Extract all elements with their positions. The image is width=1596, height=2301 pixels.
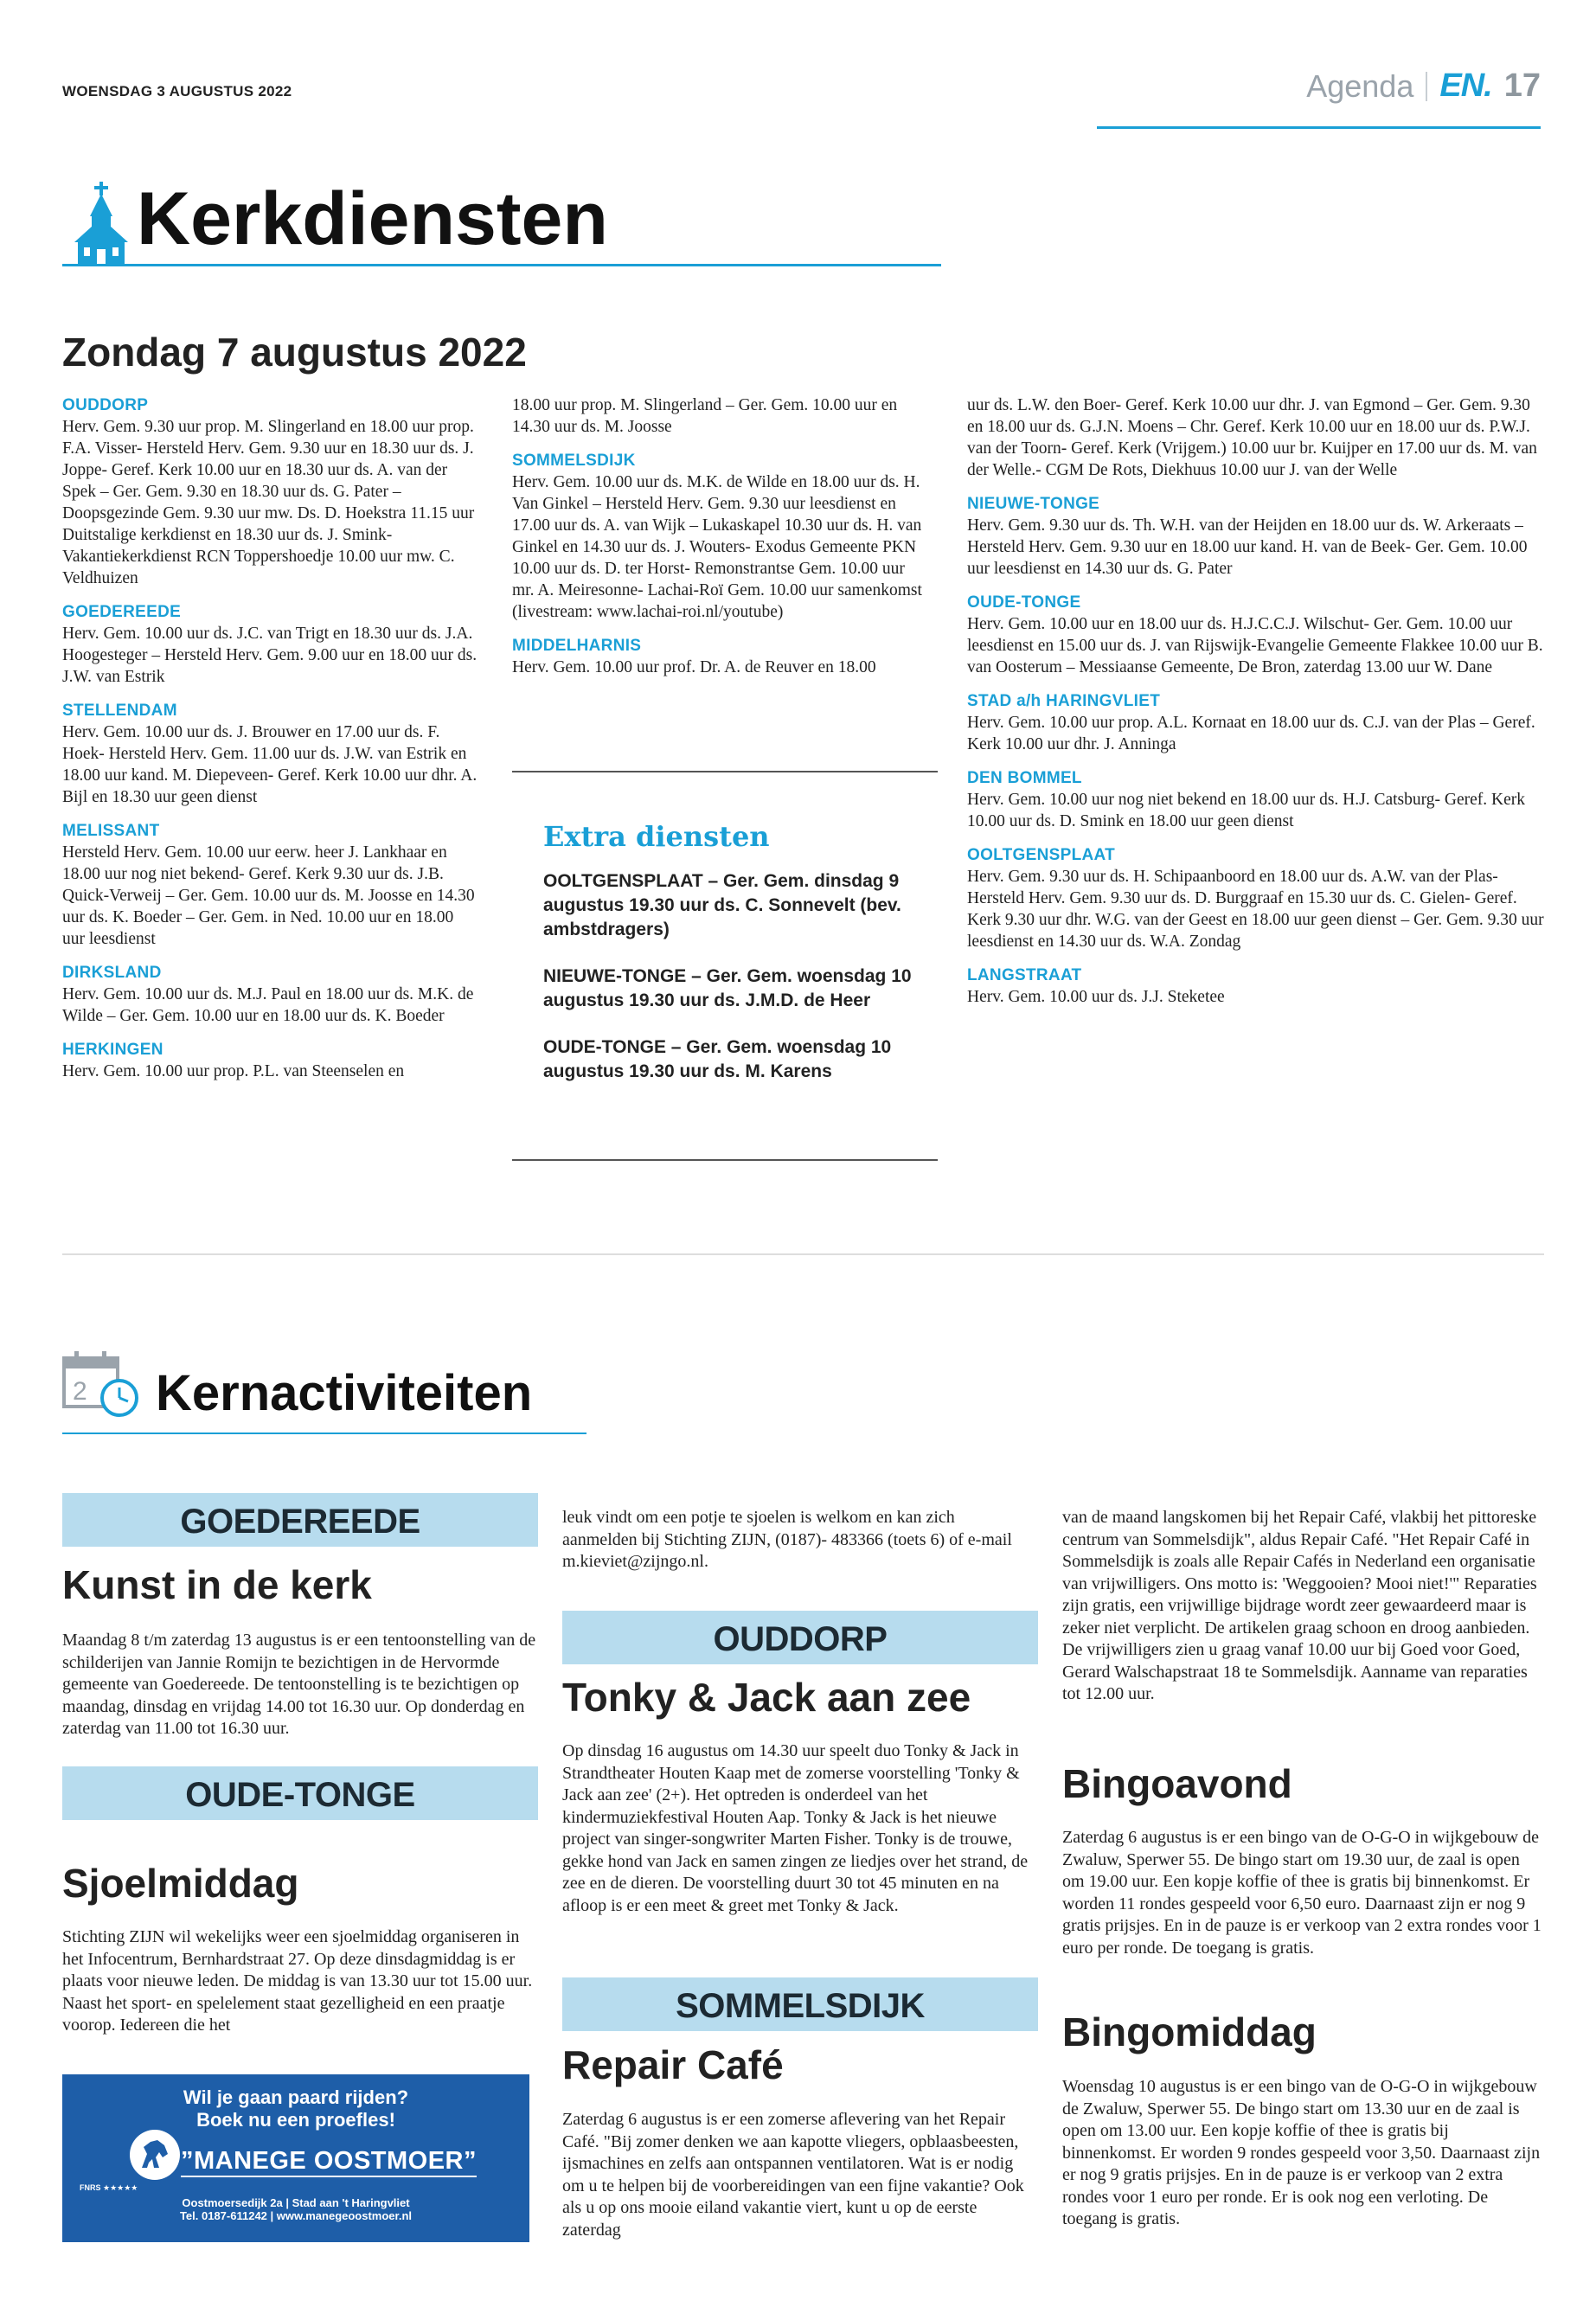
place-name: OOLTGENSPLAAT [967,846,1116,864]
title-rule [62,264,941,266]
extra-service: NIEUWE-TONGE – Ger. Gem. woensdag 10 augustus 19.30 uur ds. J.M.D. de Heer [543,966,912,1010]
service-entry [62,962,478,1027]
calendar-clock-icon [62,1351,142,1423]
svg-text:2: 2 [73,1377,87,1406]
article-heading: Sjoelmiddag [62,1861,299,1906]
service-entry [967,690,1545,755]
service-entry [62,820,478,950]
kerkdiensten-title: Kerkdiensten [137,177,608,260]
place-name: STELLENDAM [62,702,177,720]
manege-advert[interactable] [62,2074,529,2242]
service-text: Herv. Gem. 10.00 uur en 18.00 uur ds. H.J.C.C.J. Wilschut- Ger. Gem. 10.00 uur leesdienst en 15.00 uur ds. J. van Rijswijk-Evangelie Gemeente Flakkee 10.00 uur B. van Oosterum – Messiaanse Gemeente, De Bron, zaterdag 13.00 uur W. Dane [967,615,1543,676]
article-text: Woensdag 10 augustus is er een bingo van de O-G-O in wijkgebouw de Zwaluw, Sperwer 55. De bingo start om 13.30 uur en de zaal is open om 13.00 uur. Een kopje koffie of thee is gratis bij binnenkomst. Er worden 9 rondes gespeeld voor 3,50. Daarnaast zijn er nog 9 gratis prijsjes. En in de pauze is er verkoop van 2 extra rondes voor 1 euro per ronde. Er is ook nog een verloting. De toegang is gratis. [1062,2077,1541,2228]
church-icon [73,182,130,269]
ad-brand: ”MANEGE OOSTMOER” [181,2147,477,2177]
service-text: Herv. Gem. 10.00 uur nog niet bekend en 18.00 uur ds. H.J. Catsburg- Geref. Kerk 10.00 uur ds. D. Smink en 18.00 uur geen dienst [967,791,1525,830]
service-text: Herv. Gem. 10.00 uur ds. J.J. Steketee [967,988,1225,1006]
extra-box-bottom-rule [512,1159,938,1161]
place-name: HERKINGEN [62,1041,163,1059]
service-date: Zondag 7 augustus 2022 [62,330,527,375]
service-entry [967,592,1545,678]
en-logo: EN. [1439,67,1492,104]
article-text: Zaterdag 6 augustus is er een zomerse aflevering van het Repair Café. "Bij zomer denken we aan kapotte vliegers, opblaasbeesten, ijsmachines en zelfs aan ontspannen ventilatoren. Wat is er nodig om u te helpen bij de voorbereidingen van een fijne vakantie? Ook als u op ons mooie eiland vakantie viert, kunt u op de eerste zaterdag [562,2110,1024,2240]
ad-line-1: Wil je gaan paard rijden? [183,2086,409,2108]
service-entry [62,700,478,808]
service-text: Herv. Gem. 9.30 uur ds. Th. W.H. van der Heijden en 18.00 uur ds. W. Arkeraats – Hersteld Herv. Gem. 9.30 uur en 18.00 uur kand. H. van de Beek- Ger. Gem. 10.00 uur leesdienst en 14.30 uur ds. G. Pater [967,516,1528,578]
place-name: STAD a/h HARINGVLIET [967,692,1161,710]
service-text: Herv. Gem. 9.30 uur ds. H. Schipaanboord en 18.00 uur ds. A.W. van der Plas- Hersteld Herv. Gem. 9.30 uur ds. D. Burggraaf en 15.30 uur ds. C. Gielen- Geref. Kerk 9.30 uur dhr. W.G. van der Geest en 18.00 uur geen dienst – Ger. Gem. 9.30 uur leesdienst en 14.30 uur ds. W.A. Zondag [967,868,1544,951]
service-entry [967,767,1545,832]
place-name: DEN BOMMEL [967,769,1082,787]
service-text: Herv. Gem. 10.00 uur ds. J.C. van Trigt en 18.30 uur ds. J.A. Hoogesteger – Hersteld Herv. Gem. 9.00 uur en 18.00 uur ds. J.W. van Estrik [62,625,478,686]
article-text: Maandag 8 t/m zaterdag 13 augustus is er een tentoonstelling van de schilderijen van Jannie Romijn te bezichtigen in de Hervormde gemeente van Goedereede. De tentoonstelling is te bezichtigen op maandag, dinsdag en vrijdag 14.00 tot 16.30 uur. Op donderdag en zaterdag van 11.00 tot 16.30 uur. [62,1631,536,1738]
place-name: LANGSTRAAT [967,966,1082,984]
service-entry [62,1039,478,1082]
page-header [1306,67,1541,105]
article-text: van de maand langskomen bij het Repair Café, vlakbij het pittoreske centrum van Sommelsdijk", aldus Repair Café. "Het Repair Café in Sommelsdijk is zoals alle Repair Cafés in Nederland een organisatie van vrijwilligers. Ons motto is: 'Weggooien? Mooi niet!'" Reparaties zijn gratis, een vrijwillige bijdrage wordt zeer gewaardeerd maar is zeker niet verplicht. De artikelen graag schoon en droog aanbieden. De vrijwilligers zien u graag vanaf 10.00 uur bij Goed voor Goed, Gerard Walschapstraat 18 te Sommelsdijk. Aanname van reparaties tot 12.00 uur. [1062,1508,1537,1703]
ad-line-2: Boek nu een proefles! [196,2109,395,2131]
extra-service: OUDE-TONGE – Ger. Gem. woensdag 10 augustus 19.30 uur ds. M. Karens [543,1037,892,1081]
article-heading: Bingomiddag [1062,2009,1317,2054]
section-divider [62,1253,1544,1255]
issue-date: WOENSDAG 3 AUGUSTUS 2022 [62,83,292,99]
ad-address: Oostmoersedijk 2a | Stad aan 't Haringvliet [182,2196,410,2209]
extra-diensten-title: Extra diensten [543,820,770,853]
service-text: Herv. Gem. 9.30 uur prop. M. Slingerland en 18.00 uur prop. F.A. Visser- Hersteld Herv. Gem. 9.30 uur en 18.30 uur ds. J. Joppe- Geref. Kerk 10.00 uur en 18.30 uur ds. A. van der Spek – Ger. Gem. 9.30 en 18.30 uur ds. G. Pater – Doopsgezinde Gem. 9.30 uur mw. Ds. D. Hoekstra 11.15 uur Duitstalige kerkdienst en 18.30 uur ds. J. Smink- Vakantiekerkdienst RCN Toppershoedje 10.00 uur mw. C. Veldhuizen [62,418,475,587]
service-text: Herv. Gem. 10.00 uur prop. A.L. Kornaat en 18.00 uur ds. C.J. van der Plas – Geref. Kerk 10.00 uur dhr. J. Anninga [967,714,1535,753]
service-entry [62,394,478,589]
services-column-2 [512,394,927,690]
article-heading: Repair Café [562,2042,784,2087]
service-text: Herv. Gem. 10.00 uur prop. P.L. van Steenselen en [62,1062,405,1080]
article-text: Zaterdag 6 augustus is er een bingo van de O-G-O in wijkgebouw de Zwaluw, Sperwer 55. De bingo start om 19.30 uur, de zaal is open om 19.00 uur. Een kopje koffie of thee is gratis bij binnenkomst. Er worden 11 rondes gespeeld voor 6,50 euro. Daarnaast zijn er nog 9 gratis prijsjes. En in de pauze is er verkoop van 2 extra rondes voor 1 euro per ronde. De toegang is gratis. [1062,1828,1542,1958]
extra-service: OOLTGENSPLAAT – Ger. Gem. dinsdag 9 augustus 19.30 uur ds. C. Sonnevelt (bev. ambstdragers) [543,871,901,939]
article-heading: Bingoavond [1062,1761,1292,1806]
kernactiviteiten-title: Kernactiviteiten [156,1365,533,1421]
place-name: SOMMELSDIJK [512,452,636,470]
extra-diensten-list [543,869,924,1106]
ad-fnrs: FNRS ★★★★★ [80,2183,138,2192]
service-entry [512,635,927,678]
service-text: Herv. Gem. 10.00 uur ds. M.J. Paul en 18.00 uur ds. M.K. de Wilde – Ger. Gem. 10.00 uur en 18.00 uur ds. K. Boeder [62,985,474,1025]
service-text: Hersteld Herv. Gem. 10.00 uur eerw. heer J. Lankhaar en 18.00 uur nog niet bekend- Geref. Kerk 9.30 uur ds. J.B. Quick-Verweij – Ger. Gem. 10.00 uur ds. M. Joosse en 14.30 uur ds. K. Boeder – Ger. Gem. in Ned. 10.00 uur en 18.00 uur leesdienst [62,843,475,948]
article-heading: Tonky & Jack aan zee [562,1675,971,1720]
service-entry [512,450,927,623]
header-rule [1097,126,1541,129]
banner-oude-tonge: OUDE-TONGE [62,1766,538,1820]
title-rule [62,1433,586,1434]
banner-ouddorp: OUDDORP [562,1611,1038,1664]
place-name: OUDDORP [62,396,149,414]
service-text: Herv. Gem. 10.00 uur ds. M.K. de Wilde en 18.00 uur ds. H. Van Ginkel – Hersteld Herv. Gem. 9.30 uur leesdienst en 17.00 uur ds. A. van Wijk – Lukaskapel 10.30 uur ds. H. van Ginkel en 14.30 uur ds. J. Wouters- Exodus Gemeente PKN 10.00 uur ds. D. ter Horst- Remonstrantse Gem. 10.00 uur mr. A. Meiresonne- Lachai-Roï Gem. 10.00 uur samenkomst (livestream: www.lachai-roi.nl/youtube) [512,473,922,621]
service-text: 18.00 uur prop. M. Slingerland – Ger. Gem. 10.00 uur en 14.30 uur ds. M. Joosse [512,396,898,436]
horse-icon [128,2128,182,2186]
place-name: OUDE-TONGE [967,593,1081,612]
place-name: MIDDELHARNIS [512,637,642,655]
service-text: uur ds. L.W. den Boer- Geref. Kerk 10.00 uur dhr. J. van Egmond – Ger. Gem. 9.30 en 18.00 uur ds. G.J.N. Moens – Chr. Geref. Kerk 10.00 uur en 18.00 uur ds. P.W.J. van der Toorn- Geref. Kerk (Vrijgem.) 10.00 uur br. Kuijper en 17.00 uur ds. M. van der Welle.- CGM De Rots, Diekhuus 10.00 uur J. van der Welle [967,396,1537,479]
service-entry [967,493,1545,580]
article-heading: Kunst in de kerk [62,1562,372,1607]
service-text: Herv. Gem. 10.00 uur prof. Dr. A. de Reuver en 18.00 [512,658,876,676]
service-entry [62,601,478,688]
ad-contact: Tel. 0187-611242 | www.manegeoostmoer.nl [179,2209,413,2222]
place-name: NIEUWE-TONGE [967,495,1100,513]
page-number: 17 [1503,67,1541,104]
place-name: DIRKSLAND [62,964,162,982]
services-column-1 [62,394,478,1094]
article-text: Stichting ZIJN wil wekelijks weer een sjoelmiddag organiseren in het Infocentrum, Bernhardstraat 27. Op deze dinsdagmiddag is er plaats voor nieuwe leden. De middag is van 13.30 uur tot 15.00 uur. Naast het sport- en spelelement staat gezelligheid en een praatje voorop. Iedereen die het [62,1927,533,2035]
banner-sommelsdijk: SOMMELSDIJK [562,1977,1038,2031]
article-text: leuk vindt om een potje te sjoelen is welkom en kan zich aanmelden bij Stichting ZIJN, (0187)- 483366 (toets 6) of e-mail m.kieviet@zijngo.nl. [562,1508,1012,1571]
section-name: Agenda [1306,67,1414,104]
extra-box-top-rule [512,771,938,772]
article-text: Op dinsdag 16 augustus om 14.30 uur speelt duo Tonky & Jack in Strandtheater Houten Kaap met de zomerse voorstelling 'Tonky & Jack aan zee' (2+). Het optreden is onderdeel van het kindermuziekfestival Houten Aap. Tonky & Jack is het nieuwe project van singer-songwriter Marten Fisher. Tonky is de trouwe, gekke hond van Jack en samen zingen ze liedjes over het strand, de zee en de dieren. De voorstelling duurt 30 tot 45 minuten en na afloop is er een meet & greet met Tonky & Jack. [562,1741,1029,1915]
service-entry [967,965,1545,1008]
place-name: MELISSANT [62,822,160,840]
header-divider [1426,72,1427,101]
service-entry [967,844,1545,952]
place-name: GOEDEREEDE [62,603,182,621]
services-column-3 [967,394,1545,1020]
banner-goedereede: GOEDEREEDE [62,1493,538,1547]
service-text: Herv. Gem. 10.00 uur ds. J. Brouwer en 17.00 uur ds. F. Hoek- Hersteld Herv. Gem. 11.00 uur ds. J.W. van Estrik en 18.00 uur kand. M. Diepeveen- Geref. Kerk 10.00 uur dhr. A. Bijl en 18.30 uur geen dienst [62,723,478,806]
